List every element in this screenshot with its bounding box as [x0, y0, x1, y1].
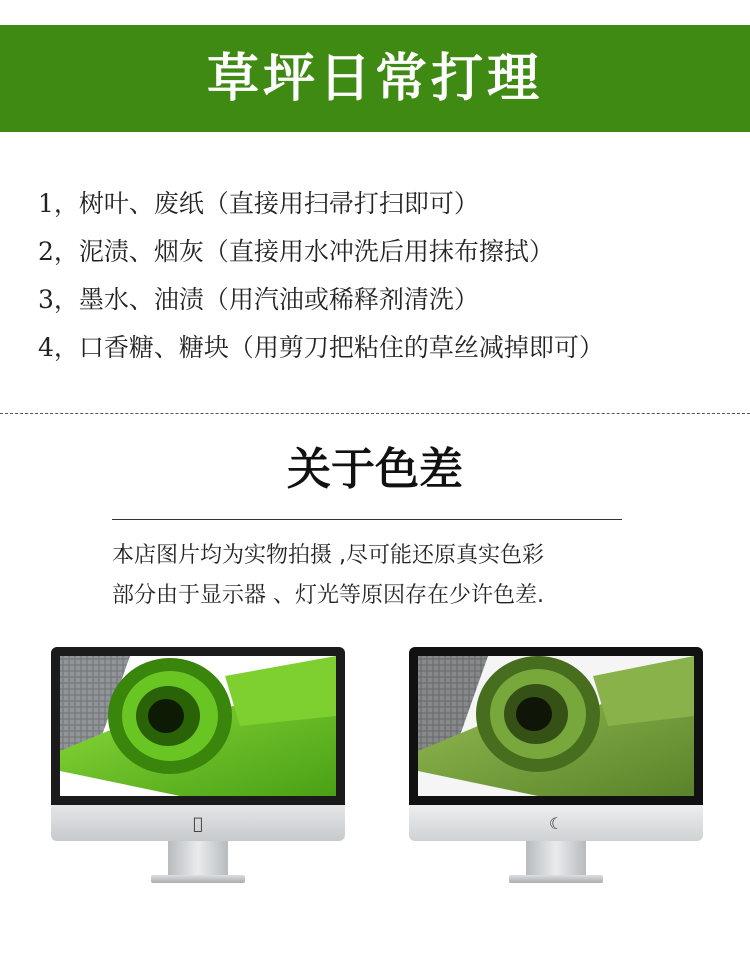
- list-item: 1，树叶、废纸（直接用扫帚打扫即可）: [38, 189, 479, 218]
- monitor-bezel: [51, 647, 345, 805]
- section-title: 关于色差: [287, 444, 463, 495]
- grass-roll-image: [418, 656, 694, 796]
- monitor-stand-foot: [509, 875, 603, 883]
- monitor-left: [51, 647, 345, 887]
- apple-logo-icon: [183, 813, 213, 835]
- color-difference-notice: [112, 536, 544, 616]
- list-item: 4，口香糖、糖块（用剪刀把粘住的草丝减掉即可）: [38, 333, 604, 362]
- notice-line: 部分由于显示器 、灯光等原因存在少许色差.: [112, 583, 544, 608]
- care-tips-list: [38, 180, 604, 372]
- monitor-stand-foot: [151, 875, 245, 883]
- monitor-bezel: [409, 647, 703, 805]
- notice-line: 本店图片均为实物拍摄 ,尽可能还原真实色彩: [112, 543, 544, 568]
- apple-logo-icon: ☾: [548, 814, 564, 833]
- header-banner: [0, 25, 750, 132]
- list-item: 2，泥渍、烟灰（直接用水冲洗后用抹布擦拭）: [38, 237, 554, 266]
- list-item: 3，墨水、油渍（用汽油或稀释剂清洗）: [38, 285, 479, 314]
- monitor-screen: [60, 656, 336, 796]
- page-title: 草坪日常打理: [206, 48, 543, 109]
- grass-roll-image: [60, 656, 336, 796]
- monitor-stand-neck: [526, 841, 586, 875]
- dashed-divider: [0, 413, 750, 414]
- monitor-right: [409, 647, 703, 887]
- title-underline: [112, 519, 622, 520]
- monitor-stand-neck: [168, 841, 228, 875]
- monitor-screen: [418, 656, 694, 796]
